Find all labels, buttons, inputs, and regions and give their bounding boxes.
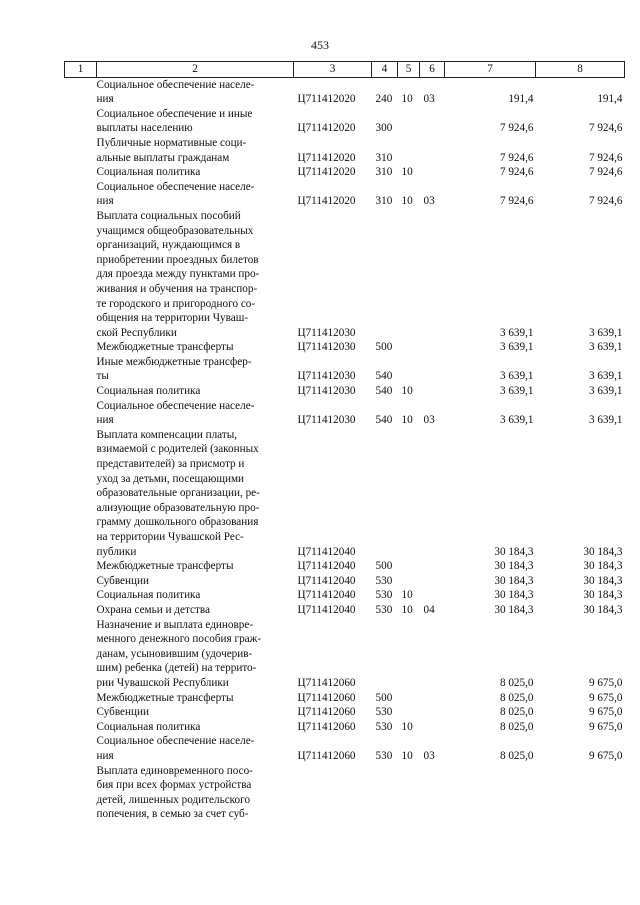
row-description bbox=[97, 77, 294, 107]
amount-column-8: 7 924,6 bbox=[588, 166, 623, 179]
target-article-code: Ц711412060 bbox=[297, 706, 356, 719]
section-code: 10 bbox=[401, 720, 413, 733]
subsection-code bbox=[420, 355, 445, 384]
row-description bbox=[97, 574, 294, 589]
table-row bbox=[65, 588, 625, 603]
description-line: Социальная политика bbox=[96, 720, 201, 733]
row-description bbox=[97, 705, 294, 720]
subsection-code: 03 bbox=[423, 749, 435, 762]
description-line: Социальное обеспечение населе- bbox=[96, 180, 255, 193]
amount-column-7: 7 924,6 bbox=[499, 166, 534, 179]
amount-column-8: 9 675,0 bbox=[588, 706, 623, 719]
description-line: Выплата социальных пособий bbox=[96, 209, 241, 222]
expense-type-code: 530 bbox=[375, 574, 393, 587]
description-line: организаций, нуждающимся в bbox=[96, 239, 241, 252]
subsection-code: 03 bbox=[423, 93, 435, 106]
amount-column-7: 8 025,0 bbox=[499, 706, 534, 719]
description-line: на территории Чувашской Рес- bbox=[96, 531, 244, 543]
expense-type-code: 540 bbox=[375, 414, 393, 427]
expense-type-code: 500 bbox=[375, 341, 393, 354]
expense-type-code: 540 bbox=[375, 370, 393, 383]
table-row bbox=[65, 764, 625, 822]
table-body bbox=[65, 77, 625, 822]
subsection-code bbox=[420, 107, 445, 136]
row-description bbox=[97, 720, 294, 735]
table-row bbox=[65, 399, 625, 428]
description-line: Выплата единовременного посо- bbox=[96, 764, 253, 777]
row-description bbox=[97, 165, 294, 180]
subsection-code bbox=[420, 384, 445, 399]
description-line: Межбюджетные трансферты bbox=[96, 691, 234, 704]
row-index-cell bbox=[65, 574, 97, 589]
row-description bbox=[97, 399, 294, 428]
section-code bbox=[398, 355, 420, 384]
expense-type-code: 310 bbox=[375, 195, 393, 208]
subsection-code bbox=[420, 340, 445, 355]
target-article-code: Ц711412060 bbox=[297, 749, 356, 762]
subsection-code bbox=[420, 559, 445, 574]
row-index-cell bbox=[65, 734, 97, 763]
target-article-code: Ц711412040 bbox=[297, 560, 356, 573]
amount-column-8: 3 639,1 bbox=[588, 326, 623, 339]
description-line: Социальная политика bbox=[96, 589, 201, 602]
table-row bbox=[65, 705, 625, 720]
expense-type-code: 500 bbox=[375, 560, 393, 573]
description-line: ния bbox=[96, 414, 114, 427]
row-index-cell bbox=[65, 136, 97, 165]
column-header: 1 bbox=[65, 62, 97, 78]
page-number: 453 bbox=[311, 38, 329, 52]
row-description bbox=[97, 355, 294, 384]
target-article-code: Ц711412030 bbox=[297, 385, 356, 398]
amount-column-8: 30 184,3 bbox=[583, 603, 623, 616]
description-line: детей, лишенных родительского bbox=[96, 793, 251, 806]
section-code bbox=[398, 428, 420, 559]
section-code: 10 bbox=[401, 93, 413, 106]
description-line: Социальное обеспечение населе- bbox=[96, 399, 255, 412]
expense-type-code: 540 bbox=[375, 385, 393, 398]
table-row bbox=[65, 603, 625, 618]
amount-column-8: 9 675,0 bbox=[588, 720, 623, 733]
description-line: Социальное обеспечение населе- bbox=[96, 735, 255, 748]
subsection-code: 03 bbox=[423, 414, 435, 427]
amount-column-7: 3 639,1 bbox=[499, 385, 534, 398]
table-row bbox=[65, 559, 625, 574]
row-index-cell bbox=[65, 720, 97, 735]
amount-column-8: 30 184,3 bbox=[583, 560, 623, 573]
expense-type-code: 530 bbox=[375, 603, 393, 616]
description-line: грамму дошкольного образования bbox=[96, 516, 259, 529]
amount-column-7: 30 184,3 bbox=[494, 545, 534, 558]
target-article-code: Ц711412040 bbox=[297, 603, 356, 616]
expense-type-code: 530 bbox=[375, 749, 393, 762]
row-index-cell bbox=[65, 399, 97, 428]
row-index-cell bbox=[65, 705, 97, 720]
description-line: представителей) за присмотр и bbox=[96, 458, 245, 471]
subsection-code bbox=[420, 618, 445, 691]
description-line: ния bbox=[96, 195, 114, 208]
description-line: ния bbox=[96, 749, 114, 762]
header-row bbox=[65, 62, 625, 78]
target-article-code: Ц711412060 bbox=[297, 676, 356, 689]
section-code: 10 bbox=[401, 589, 413, 602]
description-line: Иные межбюджетные трансфер- bbox=[96, 355, 252, 368]
expense-type-code: 500 bbox=[375, 691, 393, 704]
amount-column-7 bbox=[445, 764, 536, 822]
row-index-cell bbox=[65, 165, 97, 180]
description-line: рии Чувашской Республики bbox=[96, 676, 229, 689]
target-article-code: Ц711412020 bbox=[297, 195, 356, 208]
expense-type-code bbox=[372, 428, 398, 559]
description-line: ния bbox=[96, 93, 114, 106]
table-row bbox=[65, 77, 625, 107]
subsection-code bbox=[420, 165, 445, 180]
amount-column-7: 30 184,3 bbox=[494, 560, 534, 573]
amount-column-8: 30 184,3 bbox=[583, 589, 623, 602]
amount-column-7: 3 639,1 bbox=[499, 370, 534, 383]
column-header: 4 bbox=[372, 62, 398, 78]
description-line: ализующие образовательную про- bbox=[96, 501, 260, 514]
column-header: 8 bbox=[536, 62, 625, 78]
amount-column-8: 30 184,3 bbox=[583, 574, 623, 587]
target-article-code: Ц711412060 bbox=[297, 691, 356, 704]
row-index-cell bbox=[65, 340, 97, 355]
description-line: уход за детьми, посещающими bbox=[96, 472, 245, 485]
description-line: публики bbox=[96, 545, 137, 558]
amount-column-7: 7 924,6 bbox=[499, 122, 534, 135]
row-index-cell bbox=[65, 107, 97, 136]
row-description bbox=[97, 428, 294, 559]
description-line: попечения, в семью за счет суб- bbox=[96, 808, 249, 821]
amount-column-7: 7 924,6 bbox=[499, 195, 534, 208]
budget-table bbox=[64, 61, 625, 822]
amount-column-8: 9 675,0 bbox=[588, 676, 623, 689]
target-article-code: Ц711412060 bbox=[297, 720, 356, 733]
section-code: 10 bbox=[401, 603, 413, 616]
table-row bbox=[65, 180, 625, 209]
amount-column-7: 8 025,0 bbox=[499, 720, 534, 733]
description-line: выплаты населению bbox=[96, 122, 193, 135]
amount-column-7: 30 184,3 bbox=[494, 574, 534, 587]
section-code bbox=[398, 574, 420, 589]
table-row bbox=[65, 355, 625, 384]
expense-type-code: 530 bbox=[375, 706, 393, 719]
row-description bbox=[97, 603, 294, 618]
amount-column-7: 30 184,3 bbox=[494, 589, 534, 602]
row-description bbox=[97, 340, 294, 355]
description-line: Социальная политика bbox=[96, 385, 201, 398]
target-article-code: Ц711412030 bbox=[297, 326, 356, 339]
target-article-code: Ц711412040 bbox=[297, 589, 356, 602]
amount-column-8: 3 639,1 bbox=[588, 385, 623, 398]
section-code bbox=[398, 136, 420, 165]
row-index-cell bbox=[65, 355, 97, 384]
amount-column-7: 8 025,0 bbox=[499, 749, 534, 762]
subsection-code bbox=[420, 764, 445, 822]
amount-column-7: 8 025,0 bbox=[499, 691, 534, 704]
amount-column-8: 9 675,0 bbox=[588, 691, 623, 704]
table-row bbox=[65, 340, 625, 355]
description-line: Социальная политика bbox=[96, 166, 201, 179]
description-line: шим) ребенка (детей) на террито- bbox=[96, 662, 257, 675]
description-line: ской Республики bbox=[96, 326, 177, 339]
table-row bbox=[65, 136, 625, 165]
section-code: 10 bbox=[401, 385, 413, 398]
expense-type-code: 310 bbox=[375, 151, 393, 164]
section-code bbox=[398, 209, 420, 340]
expense-type-code bbox=[372, 209, 398, 340]
subsection-code bbox=[420, 428, 445, 559]
row-index-cell bbox=[65, 209, 97, 340]
table-row bbox=[65, 720, 625, 735]
row-index-cell bbox=[65, 180, 97, 209]
subsection-code bbox=[420, 574, 445, 589]
target-article-code: Ц711412020 bbox=[297, 151, 356, 164]
description-line: приобретении проездных билетов bbox=[96, 253, 259, 266]
section-code: 10 bbox=[401, 195, 413, 208]
row-description bbox=[97, 209, 294, 340]
table-row bbox=[65, 618, 625, 691]
description-line: Субвенции bbox=[96, 574, 149, 587]
subsection-code bbox=[420, 691, 445, 706]
description-line: для проезда между пунктами про- bbox=[96, 268, 260, 281]
subsection-code bbox=[420, 588, 445, 603]
description-line: менного денежного пособия граж- bbox=[96, 633, 262, 646]
section-code: 10 bbox=[401, 749, 413, 762]
amount-column-8: 7 924,6 bbox=[588, 195, 623, 208]
target-article-code: Ц711412020 bbox=[297, 93, 356, 106]
table-row bbox=[65, 428, 625, 559]
description-line: Социальное обеспечение и иные bbox=[96, 107, 253, 120]
section-code bbox=[398, 618, 420, 691]
column-header: 5 bbox=[398, 62, 420, 78]
description-line: Субвенции bbox=[96, 706, 149, 719]
row-index-cell bbox=[65, 588, 97, 603]
amount-column-7: 7 924,6 bbox=[499, 151, 534, 164]
amount-column-7: 30 184,3 bbox=[494, 603, 534, 616]
amount-column-8: 3 639,1 bbox=[588, 370, 623, 383]
row-description bbox=[97, 559, 294, 574]
amount-column-7: 3 639,1 bbox=[499, 414, 534, 427]
expense-type-code: 530 bbox=[375, 720, 393, 733]
expense-type-code: 530 bbox=[375, 589, 393, 602]
amount-column-7: 191,4 bbox=[508, 93, 534, 106]
expense-type-code bbox=[372, 618, 398, 691]
amount-column-8: 9 675,0 bbox=[588, 749, 623, 762]
description-line: Социальное обеспечение населе- bbox=[96, 78, 255, 91]
table-row bbox=[65, 384, 625, 399]
row-description bbox=[97, 618, 294, 691]
column-header: 7 bbox=[445, 62, 536, 78]
subsection-code: 04 bbox=[423, 603, 435, 616]
description-line: Публичные нормативные соци- bbox=[96, 136, 247, 149]
row-description bbox=[97, 180, 294, 209]
row-index-cell bbox=[65, 559, 97, 574]
description-line: образовательные организации, ре- bbox=[96, 487, 260, 500]
description-line: Межбюджетные трансферты bbox=[96, 341, 234, 354]
table-row bbox=[65, 574, 625, 589]
description-line: те городского и пригородного со- bbox=[96, 297, 256, 310]
amount-column-7: 3 639,1 bbox=[499, 326, 534, 339]
amount-column-8 bbox=[536, 764, 625, 822]
table-row bbox=[65, 165, 625, 180]
table-row bbox=[65, 734, 625, 763]
expense-type-code: 310 bbox=[375, 166, 393, 179]
table-row bbox=[65, 107, 625, 136]
description-line: Выплата компенсации платы, bbox=[96, 428, 238, 441]
target-article-code: Ц711412030 bbox=[297, 414, 356, 427]
subsection-code bbox=[420, 705, 445, 720]
amount-column-8: 7 924,6 bbox=[588, 151, 623, 164]
row-index-cell bbox=[65, 603, 97, 618]
row-index-cell bbox=[65, 691, 97, 706]
section-code bbox=[398, 691, 420, 706]
expense-type-code: 300 bbox=[375, 122, 393, 135]
description-line: альные выплаты гражданам bbox=[96, 151, 230, 164]
section-code bbox=[398, 340, 420, 355]
row-description bbox=[97, 588, 294, 603]
target-article-code: Ц711412040 bbox=[297, 574, 356, 587]
row-description bbox=[97, 734, 294, 763]
row-description bbox=[97, 107, 294, 136]
section-code bbox=[398, 764, 420, 822]
section-code: 10 bbox=[401, 166, 413, 179]
column-header: 6 bbox=[420, 62, 445, 78]
subsection-code bbox=[420, 720, 445, 735]
amount-column-8: 191,4 bbox=[597, 93, 623, 106]
target-article-code: Ц711412040 bbox=[297, 545, 356, 558]
description-line: взимаемой с родителей (законных bbox=[96, 443, 259, 456]
row-index-cell bbox=[65, 764, 97, 822]
target-article-code: Ц711412030 bbox=[297, 370, 356, 383]
target-article-code: Ц711412020 bbox=[297, 122, 356, 135]
table-row bbox=[65, 691, 625, 706]
description-line: общения на территории Чуваш- bbox=[96, 312, 249, 325]
amount-column-7: 3 639,1 bbox=[499, 341, 534, 354]
row-description bbox=[97, 764, 294, 822]
expense-type-code bbox=[372, 764, 398, 822]
description-line: Межбюджетные трансферты bbox=[96, 560, 234, 573]
amount-column-8: 7 924,6 bbox=[588, 122, 623, 135]
row-index-cell bbox=[65, 428, 97, 559]
row-index-cell bbox=[65, 77, 97, 107]
table-row bbox=[65, 209, 625, 340]
description-line: бия при всех формах устройства bbox=[96, 779, 252, 792]
description-line: учащимся общеобразовательных bbox=[96, 224, 254, 237]
amount-column-7: 8 025,0 bbox=[499, 676, 534, 689]
row-description bbox=[97, 136, 294, 165]
expense-type-code: 240 bbox=[375, 93, 393, 106]
amount-column-8: 30 184,3 bbox=[583, 545, 623, 558]
target-article-code: Ц711412020 bbox=[297, 166, 356, 179]
target-article-code bbox=[294, 764, 372, 822]
subsection-code bbox=[420, 209, 445, 340]
row-description bbox=[97, 384, 294, 399]
amount-column-8: 3 639,1 bbox=[588, 341, 623, 354]
row-index-cell bbox=[65, 618, 97, 691]
section-code: 10 bbox=[401, 414, 413, 427]
amount-column-8: 3 639,1 bbox=[588, 414, 623, 427]
target-article-code: Ц711412030 bbox=[297, 341, 356, 354]
section-code bbox=[398, 559, 420, 574]
section-code bbox=[398, 107, 420, 136]
description-line: ты bbox=[96, 370, 109, 383]
description-line: Охрана семьи и детства bbox=[96, 603, 210, 616]
subsection-code: 03 bbox=[423, 195, 435, 208]
column-header: 2 bbox=[97, 62, 294, 78]
description-line: живания и обучения на транспор- bbox=[96, 282, 258, 295]
subsection-code bbox=[420, 136, 445, 165]
row-description bbox=[97, 691, 294, 706]
description-line: данам, усыновившим (удочерив- bbox=[96, 647, 253, 660]
description-line: Назначение и выплата единовре- bbox=[96, 618, 254, 631]
column-header: 3 bbox=[294, 62, 372, 78]
section-code bbox=[398, 705, 420, 720]
row-index-cell bbox=[65, 384, 97, 399]
